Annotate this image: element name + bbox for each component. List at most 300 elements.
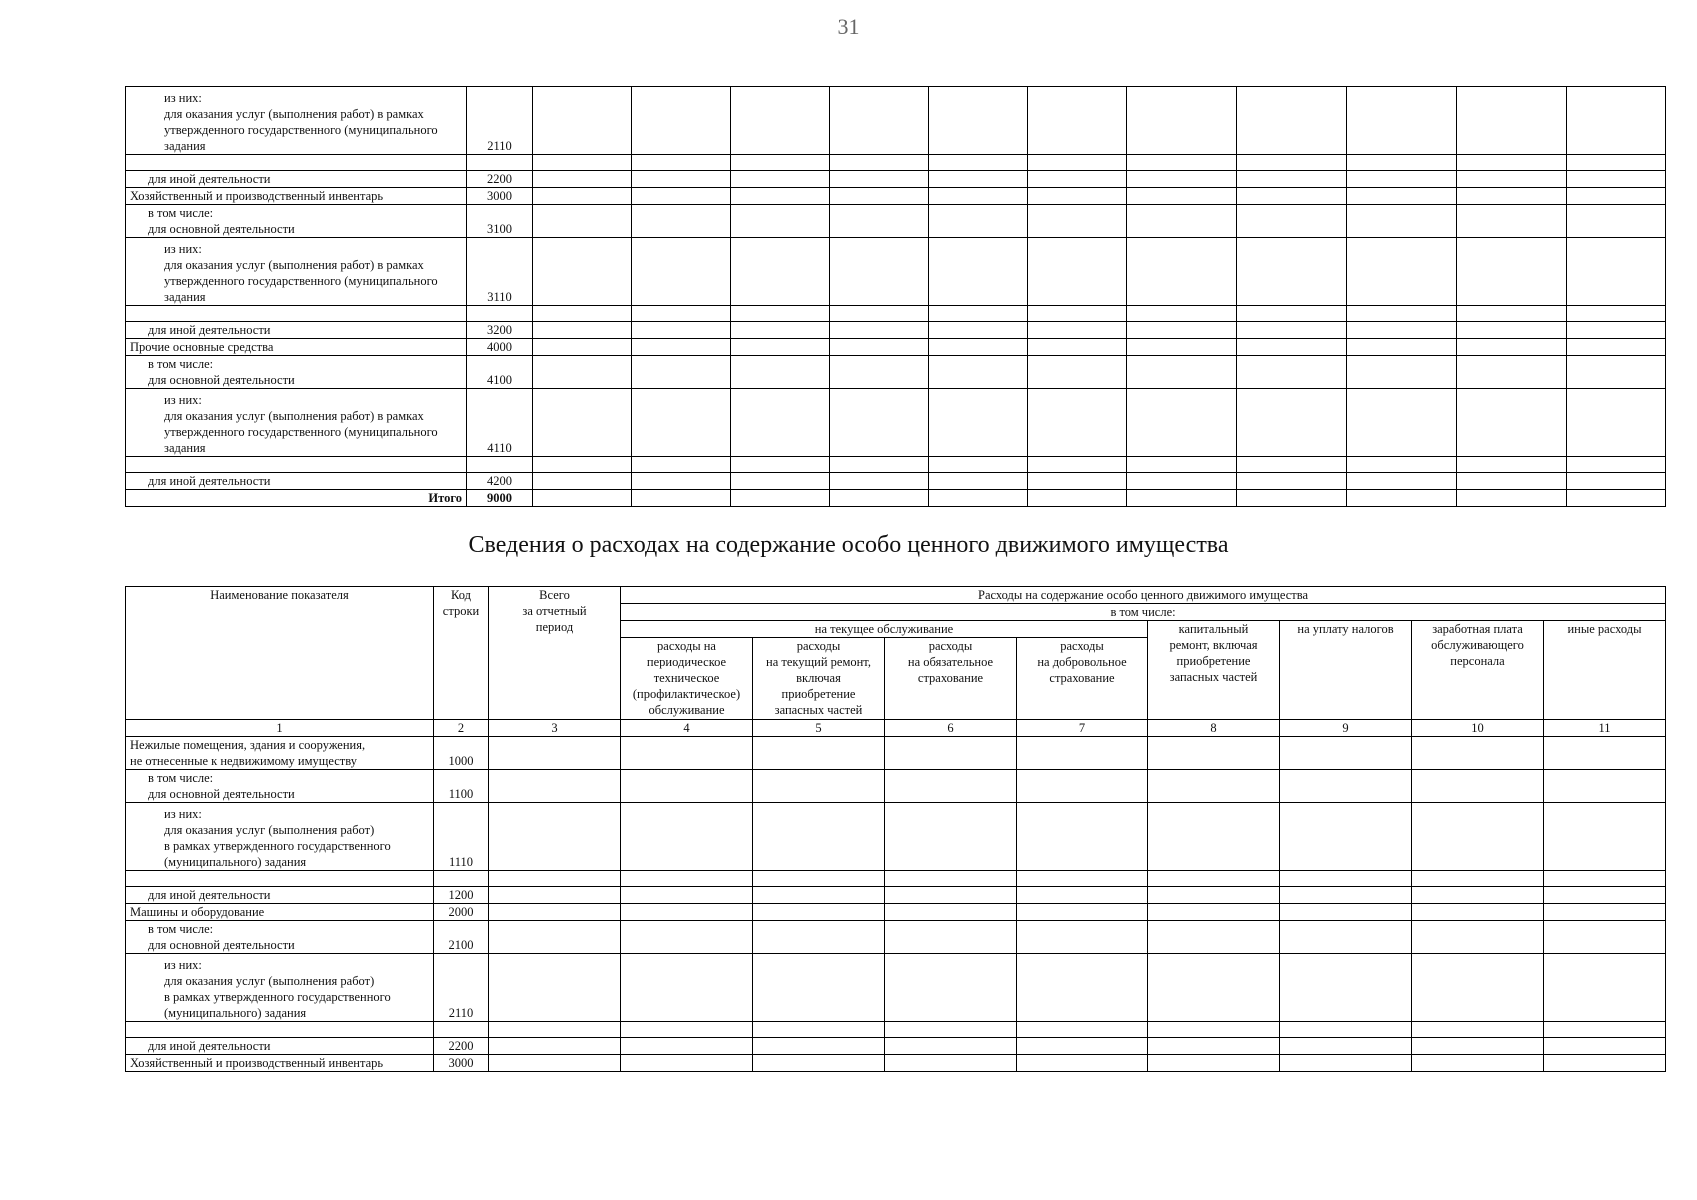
value-cell[interactable]	[1028, 188, 1127, 205]
value-cell[interactable]	[1347, 155, 1457, 171]
value-cell[interactable]	[885, 737, 1017, 770]
value-cell[interactable]	[929, 473, 1028, 490]
value-cell[interactable]	[885, 1022, 1017, 1038]
value-cell[interactable]	[1148, 1055, 1280, 1072]
value-cell[interactable]	[621, 1055, 753, 1072]
value-cell[interactable]	[533, 457, 632, 473]
value-cell[interactable]	[632, 473, 731, 490]
value-cell[interactable]	[1017, 954, 1148, 1022]
value-cell[interactable]	[1127, 306, 1237, 322]
value-cell[interactable]	[1237, 87, 1347, 155]
value-cell[interactable]	[830, 389, 929, 457]
value-cell[interactable]	[1544, 803, 1666, 871]
value-cell[interactable]	[731, 457, 830, 473]
value-cell[interactable]	[1347, 389, 1457, 457]
value-cell[interactable]	[632, 490, 731, 507]
value-cell[interactable]	[1028, 356, 1127, 389]
value-cell[interactable]	[1544, 921, 1666, 954]
value-cell[interactable]	[1412, 1022, 1544, 1038]
value-cell[interactable]	[1028, 155, 1127, 171]
value-cell[interactable]	[621, 1022, 753, 1038]
column-numbers-row	[126, 720, 1666, 737]
value-cell[interactable]	[731, 188, 830, 205]
value-cell[interactable]	[1017, 803, 1148, 871]
value-cell[interactable]	[1457, 490, 1567, 507]
page-number: 31	[837, 14, 860, 39]
row-label: из них: для оказания услуг (выполнения работ) в рамках утвержденного государственного (муниципального задания	[126, 389, 467, 457]
table-row	[126, 205, 1666, 238]
value-cell[interactable]	[621, 737, 753, 770]
value-cell[interactable]	[1412, 1038, 1544, 1055]
value-cell[interactable]	[533, 238, 632, 306]
value-cell[interactable]	[1544, 871, 1666, 887]
value-cell[interactable]	[1280, 737, 1412, 770]
value-cell[interactable]	[929, 87, 1028, 155]
value-cell[interactable]	[929, 306, 1028, 322]
value-cell[interactable]	[1017, 921, 1148, 954]
value-cell[interactable]	[1457, 306, 1567, 322]
value-cell[interactable]	[1457, 473, 1567, 490]
value-cell[interactable]	[1237, 238, 1347, 306]
column-number: 4	[621, 720, 753, 737]
value-cell[interactable]	[1028, 87, 1127, 155]
column-number: 6	[885, 720, 1017, 737]
value-cell[interactable]	[632, 339, 731, 356]
value-cell[interactable]	[753, 737, 885, 770]
value-cell[interactable]	[1280, 921, 1412, 954]
value-cell[interactable]	[632, 87, 731, 155]
value-cell[interactable]	[533, 356, 632, 389]
value-cell[interactable]	[1148, 871, 1280, 887]
value-cell[interactable]	[830, 205, 929, 238]
value-cell[interactable]	[1028, 171, 1127, 188]
value-cell[interactable]	[621, 871, 753, 887]
value-cell[interactable]	[1544, 1038, 1666, 1055]
value-cell[interactable]	[1237, 339, 1347, 356]
header-voluntary-insurance: расходы на добровольное страхование	[1017, 638, 1148, 720]
value-cell[interactable]	[1412, 887, 1544, 904]
header-repair: расходы на текущий ремонт, включая приобретение запасных частей	[753, 638, 885, 720]
value-cell[interactable]	[1028, 389, 1127, 457]
value-cell[interactable]	[731, 389, 830, 457]
value-cell[interactable]	[489, 1022, 621, 1038]
row-code: 3110	[467, 238, 533, 306]
value-cell[interactable]	[929, 356, 1028, 389]
value-cell[interactable]	[1148, 737, 1280, 770]
value-cell[interactable]	[1544, 737, 1666, 770]
column-number: 11	[1544, 720, 1666, 737]
value-cell[interactable]	[1237, 356, 1347, 389]
value-cell[interactable]	[830, 188, 929, 205]
value-cell[interactable]	[1412, 921, 1544, 954]
table-row	[126, 1055, 1666, 1072]
value-cell[interactable]	[1544, 954, 1666, 1022]
value-cell[interactable]	[1457, 238, 1567, 306]
value-cell[interactable]	[1127, 171, 1237, 188]
value-cell[interactable]	[1412, 770, 1544, 803]
value-cell[interactable]	[731, 490, 830, 507]
value-cell[interactable]	[621, 921, 753, 954]
value-cell[interactable]	[1237, 205, 1347, 238]
value-cell[interactable]	[1017, 887, 1148, 904]
row-code: 4200	[467, 473, 533, 490]
row-code: 9000	[467, 490, 533, 507]
value-cell[interactable]	[885, 1055, 1017, 1072]
value-cell[interactable]	[830, 322, 929, 339]
value-cell[interactable]	[489, 1038, 621, 1055]
value-cell[interactable]	[1237, 306, 1347, 322]
value-cell[interactable]	[1457, 188, 1567, 205]
value-cell[interactable]	[1127, 155, 1237, 171]
value-cell[interactable]	[885, 803, 1017, 871]
value-cell[interactable]	[830, 238, 929, 306]
value-cell[interactable]	[1412, 904, 1544, 921]
value-cell[interactable]	[1017, 737, 1148, 770]
value-cell[interactable]	[1028, 322, 1127, 339]
value-cell[interactable]	[621, 904, 753, 921]
value-cell[interactable]	[489, 954, 621, 1022]
value-cell[interactable]	[1457, 339, 1567, 356]
table-row	[126, 887, 1666, 904]
row-code	[467, 306, 533, 322]
table-row	[126, 238, 1666, 306]
row-label	[126, 155, 467, 171]
value-cell[interactable]	[1347, 322, 1457, 339]
value-cell[interactable]	[1237, 473, 1347, 490]
value-cell[interactable]	[632, 188, 731, 205]
value-cell[interactable]	[489, 737, 621, 770]
value-cell[interactable]	[1127, 356, 1237, 389]
value-cell[interactable]	[1412, 954, 1544, 1022]
value-cell[interactable]	[533, 171, 632, 188]
value-cell[interactable]	[1567, 205, 1666, 238]
value-cell[interactable]	[1148, 904, 1280, 921]
value-cell[interactable]	[1237, 457, 1347, 473]
value-cell[interactable]	[885, 1038, 1017, 1055]
row-code	[467, 155, 533, 171]
value-cell[interactable]	[621, 803, 753, 871]
value-cell[interactable]	[753, 904, 885, 921]
value-cell[interactable]	[1457, 205, 1567, 238]
value-cell[interactable]	[1544, 1022, 1666, 1038]
row-code: 2200	[434, 1038, 489, 1055]
value-cell[interactable]	[1567, 306, 1666, 322]
value-cell[interactable]	[1237, 155, 1347, 171]
value-cell[interactable]	[533, 389, 632, 457]
row-code	[434, 1022, 489, 1038]
value-cell[interactable]	[1347, 205, 1457, 238]
value-cell[interactable]	[731, 306, 830, 322]
value-cell[interactable]	[1237, 171, 1347, 188]
value-cell[interactable]	[929, 457, 1028, 473]
row-code: 1100	[434, 770, 489, 803]
value-cell[interactable]	[1567, 473, 1666, 490]
value-cell[interactable]	[533, 188, 632, 205]
value-cell[interactable]	[1148, 770, 1280, 803]
value-cell[interactable]	[1028, 457, 1127, 473]
value-cell[interactable]	[1127, 205, 1237, 238]
table-row	[126, 155, 1666, 171]
value-cell[interactable]	[489, 770, 621, 803]
value-cell[interactable]	[1127, 322, 1237, 339]
value-cell[interactable]	[885, 921, 1017, 954]
row-code: 2000	[434, 904, 489, 921]
value-cell[interactable]	[621, 770, 753, 803]
row-label: для иной деятельности	[126, 322, 467, 339]
value-cell[interactable]	[1457, 457, 1567, 473]
value-cell[interactable]	[753, 871, 885, 887]
value-cell[interactable]	[1028, 339, 1127, 356]
value-cell[interactable]	[1412, 1055, 1544, 1072]
value-cell[interactable]	[632, 155, 731, 171]
value-cell[interactable]	[929, 171, 1028, 188]
value-cell[interactable]	[1544, 887, 1666, 904]
value-cell[interactable]	[753, 921, 885, 954]
value-cell[interactable]	[489, 803, 621, 871]
value-cell[interactable]	[1280, 1038, 1412, 1055]
value-cell[interactable]	[1237, 188, 1347, 205]
value-cell[interactable]	[533, 306, 632, 322]
value-cell[interactable]	[632, 171, 731, 188]
value-cell[interactable]	[731, 339, 830, 356]
value-cell[interactable]	[632, 322, 731, 339]
value-cell[interactable]	[753, 1038, 885, 1055]
row-code	[434, 871, 489, 887]
value-cell[interactable]	[731, 322, 830, 339]
value-cell[interactable]	[1347, 306, 1457, 322]
row-code: 2100	[434, 921, 489, 954]
value-cell[interactable]	[1280, 770, 1412, 803]
value-cell[interactable]	[929, 490, 1028, 507]
value-cell[interactable]	[1028, 238, 1127, 306]
table-row	[126, 1022, 1666, 1038]
value-cell[interactable]	[929, 205, 1028, 238]
value-cell[interactable]	[1148, 887, 1280, 904]
value-cell[interactable]	[830, 473, 929, 490]
value-cell[interactable]	[621, 887, 753, 904]
table-row	[126, 770, 1666, 803]
value-cell[interactable]	[1567, 87, 1666, 155]
value-cell[interactable]	[1017, 1038, 1148, 1055]
value-cell[interactable]	[1028, 205, 1127, 238]
value-cell[interactable]	[731, 155, 830, 171]
value-cell[interactable]	[1148, 921, 1280, 954]
value-cell[interactable]	[1127, 457, 1237, 473]
row-label	[126, 306, 467, 322]
value-cell[interactable]	[533, 473, 632, 490]
value-cell[interactable]	[1412, 871, 1544, 887]
value-cell[interactable]	[1148, 1038, 1280, 1055]
value-cell[interactable]	[1347, 87, 1457, 155]
value-cell[interactable]	[1148, 803, 1280, 871]
value-cell[interactable]	[731, 205, 830, 238]
row-code: 2200	[467, 171, 533, 188]
value-cell[interactable]	[1028, 490, 1127, 507]
value-cell[interactable]	[830, 356, 929, 389]
value-cell[interactable]	[1457, 155, 1567, 171]
value-cell[interactable]	[830, 171, 929, 188]
value-cell[interactable]	[1280, 887, 1412, 904]
value-cell[interactable]	[533, 87, 632, 155]
value-cell[interactable]	[1280, 1055, 1412, 1072]
value-cell[interactable]	[731, 238, 830, 306]
value-cell[interactable]	[753, 887, 885, 904]
value-cell[interactable]	[1544, 904, 1666, 921]
value-cell[interactable]	[489, 1055, 621, 1072]
value-cell[interactable]	[929, 339, 1028, 356]
value-cell[interactable]	[533, 490, 632, 507]
value-cell[interactable]	[632, 389, 731, 457]
row-code: 3200	[467, 322, 533, 339]
value-cell[interactable]	[1237, 389, 1347, 457]
value-cell[interactable]	[1347, 473, 1457, 490]
table-row	[126, 904, 1666, 921]
table-row	[126, 490, 1666, 507]
column-number: 8	[1148, 720, 1280, 737]
value-cell[interactable]	[1017, 871, 1148, 887]
row-code: 4110	[467, 389, 533, 457]
value-cell[interactable]	[1017, 904, 1148, 921]
value-cell[interactable]	[929, 322, 1028, 339]
value-cell[interactable]	[632, 457, 731, 473]
value-cell[interactable]	[1017, 1055, 1148, 1072]
row-code: 2110	[467, 87, 533, 155]
value-cell[interactable]	[533, 155, 632, 171]
value-cell[interactable]	[1347, 339, 1457, 356]
value-cell[interactable]	[1148, 1022, 1280, 1038]
value-cell[interactable]	[1237, 490, 1347, 507]
value-cell[interactable]	[1567, 356, 1666, 389]
value-cell[interactable]	[1028, 306, 1127, 322]
row-label: Прочие основные средства	[126, 339, 467, 356]
value-cell[interactable]	[1237, 322, 1347, 339]
table-row	[126, 306, 1666, 322]
value-cell[interactable]	[1028, 473, 1127, 490]
value-cell[interactable]	[533, 205, 632, 238]
value-cell[interactable]	[1127, 188, 1237, 205]
value-cell[interactable]	[731, 87, 830, 155]
value-cell[interactable]	[1127, 339, 1237, 356]
value-cell[interactable]	[1457, 171, 1567, 188]
value-cell[interactable]	[1457, 87, 1567, 155]
value-cell[interactable]	[731, 356, 830, 389]
value-cell[interactable]	[830, 457, 929, 473]
value-cell[interactable]	[753, 954, 885, 1022]
value-cell[interactable]	[830, 155, 929, 171]
value-cell[interactable]	[1567, 322, 1666, 339]
value-cell[interactable]	[1347, 171, 1457, 188]
value-cell[interactable]	[1148, 954, 1280, 1022]
value-cell[interactable]	[621, 1038, 753, 1055]
value-cell[interactable]	[830, 339, 929, 356]
value-cell[interactable]	[1347, 457, 1457, 473]
value-cell[interactable]	[830, 306, 929, 322]
column-number: 2	[434, 720, 489, 737]
value-cell[interactable]	[1567, 339, 1666, 356]
expenses-table	[125, 586, 1666, 1072]
value-cell[interactable]	[1280, 1022, 1412, 1038]
value-cell[interactable]	[1567, 188, 1666, 205]
value-cell[interactable]	[1280, 871, 1412, 887]
value-cell[interactable]	[489, 887, 621, 904]
table-row	[126, 473, 1666, 490]
value-cell[interactable]	[1457, 356, 1567, 389]
value-cell[interactable]	[753, 770, 885, 803]
value-cell[interactable]	[1544, 770, 1666, 803]
value-cell[interactable]	[1127, 490, 1237, 507]
value-cell[interactable]	[632, 306, 731, 322]
value-cell[interactable]	[1347, 188, 1457, 205]
value-cell[interactable]	[632, 238, 731, 306]
value-cell[interactable]	[830, 87, 929, 155]
property-table-continued	[125, 86, 1666, 507]
value-cell[interactable]	[1127, 87, 1237, 155]
value-cell[interactable]	[489, 921, 621, 954]
value-cell[interactable]	[753, 803, 885, 871]
value-cell[interactable]	[1280, 954, 1412, 1022]
value-cell[interactable]	[1280, 803, 1412, 871]
value-cell[interactable]	[830, 490, 929, 507]
value-cell[interactable]	[753, 1022, 885, 1038]
value-cell[interactable]	[1457, 322, 1567, 339]
value-cell[interactable]	[1127, 238, 1237, 306]
value-cell[interactable]	[1567, 238, 1666, 306]
value-cell[interactable]	[1567, 155, 1666, 171]
value-cell[interactable]	[731, 473, 830, 490]
value-cell[interactable]	[1567, 389, 1666, 457]
table-row	[126, 356, 1666, 389]
value-cell[interactable]	[1127, 389, 1237, 457]
value-cell[interactable]	[1347, 238, 1457, 306]
value-cell[interactable]	[533, 322, 632, 339]
value-cell[interactable]	[929, 389, 1028, 457]
value-cell[interactable]	[753, 1055, 885, 1072]
value-cell[interactable]	[621, 954, 753, 1022]
value-cell[interactable]	[885, 954, 1017, 1022]
value-cell[interactable]	[885, 904, 1017, 921]
value-cell[interactable]	[1347, 490, 1457, 507]
value-cell[interactable]	[929, 188, 1028, 205]
value-cell[interactable]	[1567, 457, 1666, 473]
value-cell[interactable]	[1017, 1022, 1148, 1038]
value-cell[interactable]	[533, 339, 632, 356]
value-cell[interactable]	[1457, 389, 1567, 457]
value-cell[interactable]	[489, 904, 621, 921]
column-number: 9	[1280, 720, 1412, 737]
value-cell[interactable]	[1017, 770, 1148, 803]
value-cell[interactable]	[885, 887, 1017, 904]
value-cell[interactable]	[1412, 803, 1544, 871]
value-cell[interactable]	[489, 871, 621, 887]
value-cell[interactable]	[1127, 473, 1237, 490]
value-cell[interactable]	[632, 356, 731, 389]
value-cell[interactable]	[929, 155, 1028, 171]
value-cell[interactable]	[632, 205, 731, 238]
value-cell[interactable]	[1347, 356, 1457, 389]
value-cell[interactable]	[1567, 171, 1666, 188]
value-cell[interactable]	[1412, 737, 1544, 770]
value-cell[interactable]	[731, 171, 830, 188]
header-salary: заработная плата обслуживающего персонала	[1412, 621, 1544, 720]
value-cell[interactable]	[1280, 904, 1412, 921]
value-cell[interactable]	[1544, 1055, 1666, 1072]
row-code	[467, 457, 533, 473]
value-cell[interactable]	[1567, 490, 1666, 507]
value-cell[interactable]	[885, 871, 1017, 887]
value-cell[interactable]	[929, 238, 1028, 306]
value-cell[interactable]	[885, 770, 1017, 803]
table-row	[126, 954, 1666, 1022]
